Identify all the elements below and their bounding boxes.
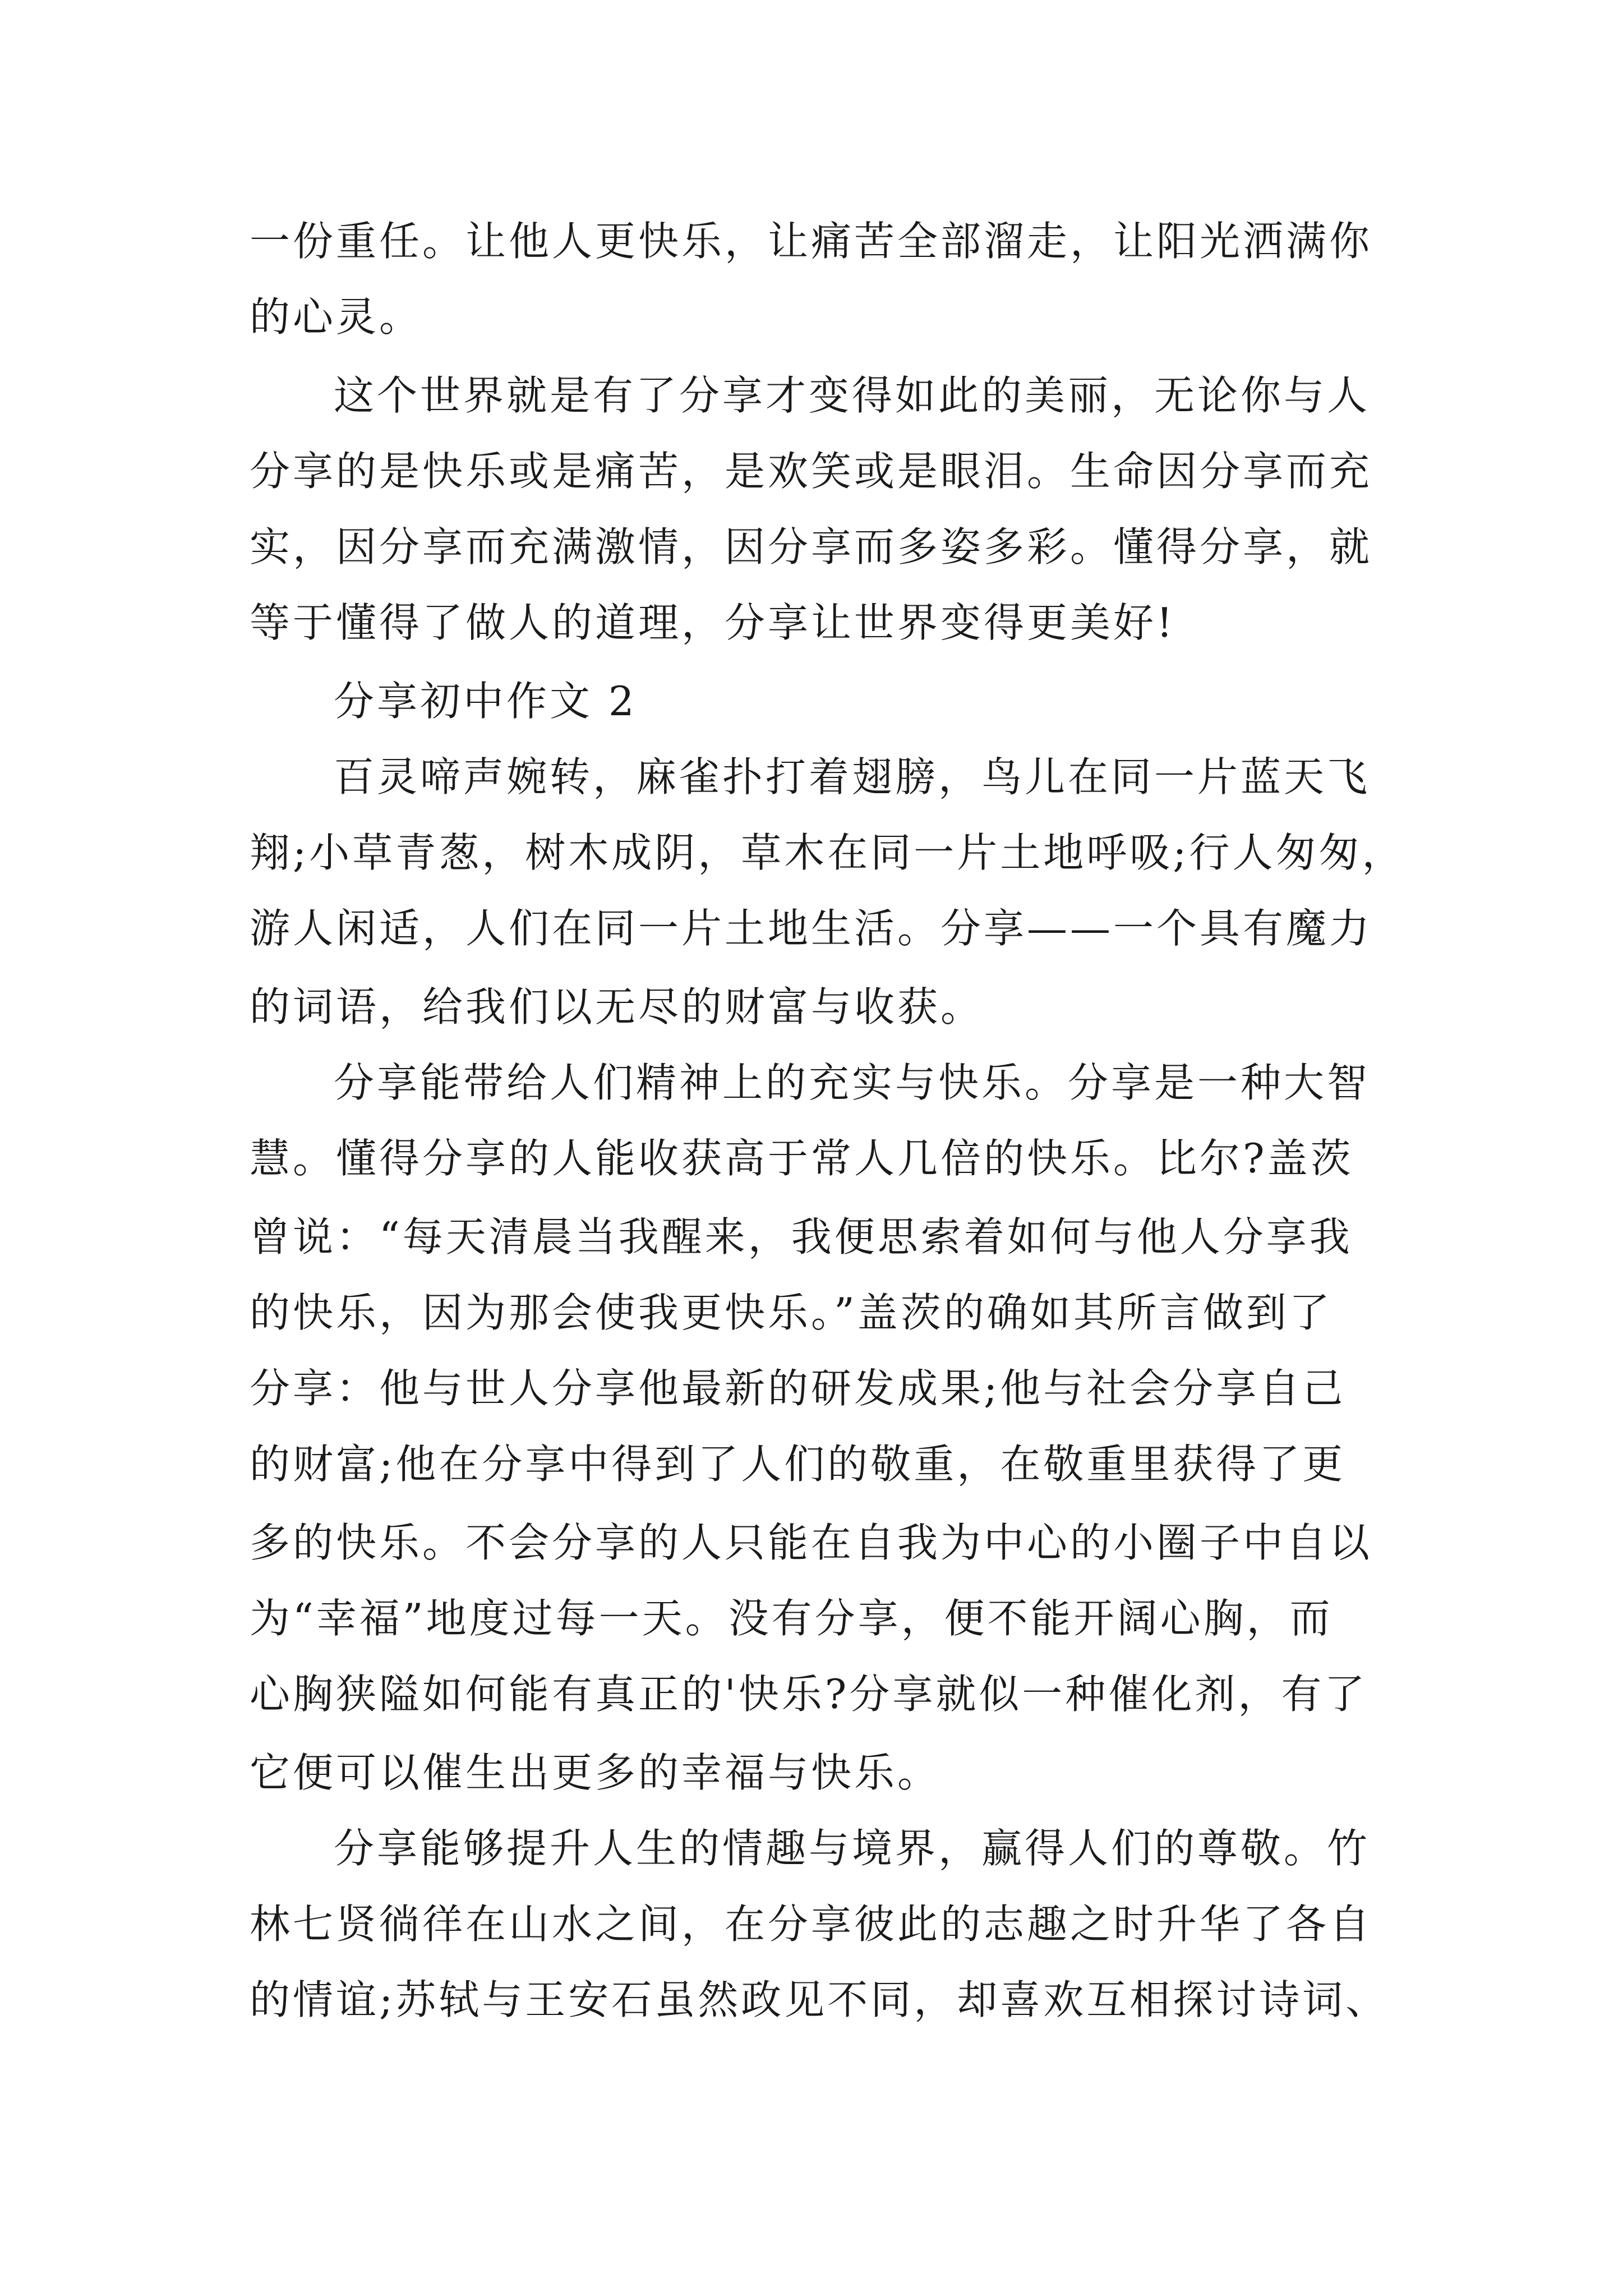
text-line: 分享的是快乐或是痛苦，是欢笑或是眼泪。生命因分享而充 <box>250 448 1373 495</box>
text-line: 心胸狭隘如何能有真正的'快乐?分享就似一种催化剂，有了 <box>250 1671 1368 1718</box>
text-line: 林七贤徜徉在山水之间，在分享彼此的志趣之时升华了各自 <box>250 1901 1373 1948</box>
text-line: 为“幸福”地度过每一天。没有分享，便不能开阔心胸，而 <box>250 1595 1333 1642</box>
text-line: 翔;小草青葱，树木成阴，草木在同一片土地呼吸;行人匆匆， <box>250 829 1405 876</box>
text-line: 的快乐，因为那会使我更快乐。”盖茨的确如其所言做到了 <box>250 1289 1332 1336</box>
text-line: 等于懂得了做人的道理，分享让世界变得更美好! <box>250 599 1175 646</box>
text-line: 多的快乐。不会分享的人只能在自我为中心的小圈子中自以 <box>250 1519 1373 1566</box>
text-line: 曾说：“每天清晨当我醒来，我便思索着如何与他人分享我 <box>250 1213 1353 1260</box>
text-line: 的财富;他在分享中得到了人们的敬重，在敬重里获得了更 <box>250 1441 1346 1488</box>
text-line: 实，因分享而充满激情，因分享而多姿多彩。懂得分享，就 <box>250 523 1373 570</box>
text-line: 分享：他与世人分享他最新的研发成果;他与社会分享自己 <box>250 1365 1346 1412</box>
text-line: 的情谊;苏轼与王安石虽然政见不同，却喜欢互相探讨诗词、 <box>250 1976 1389 2023</box>
paragraph-start-line: 这个世界就是有了分享才变得如此的美丽，无论你与人 <box>334 372 1371 419</box>
section-heading: 分享初中作文 2 <box>334 678 637 725</box>
text-line: 的心灵。 <box>250 293 423 341</box>
text-line: 慧。懂得分享的人能收获高于常人几倍的快乐。比尔?盖茨 <box>250 1135 1354 1182</box>
paragraph-start-line: 分享能带给人们精神上的充实与快乐。分享是一种大智 <box>334 1059 1371 1106</box>
text-line: 一份重任。让他人更快乐，让痛苦全部溜走，让阳光洒满你 <box>250 218 1373 265</box>
paragraph-start-line: 分享能够提升人生的情趣与境界，赢得人们的尊敬。竹 <box>334 1825 1371 1872</box>
text-line: 的词语，给我们以无尽的财富与收获。 <box>250 983 984 1030</box>
paragraph-start-line: 百灵啼声婉转，麻雀扑打着翅膀，鸟儿在同一片蓝天飞 <box>334 753 1371 800</box>
text-line: 游人闲适，人们在同一片土地生活。分享——一个具有魔力 <box>250 905 1373 952</box>
text-line: 它便可以催生出更多的幸福与快乐。 <box>250 1749 941 1796</box>
